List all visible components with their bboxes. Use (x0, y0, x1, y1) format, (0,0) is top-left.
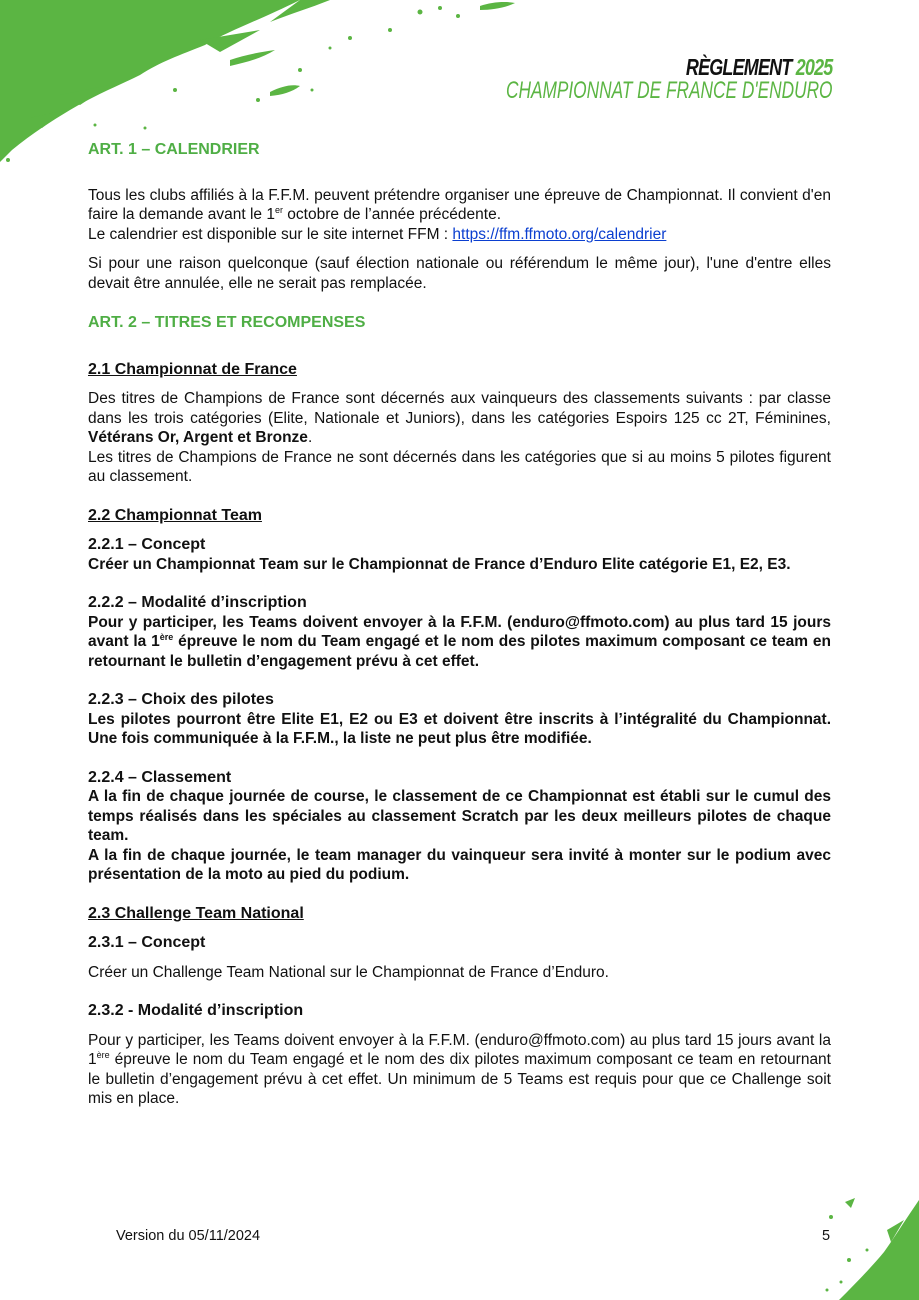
document-body (88, 140, 831, 1109)
art1-p1-text-end: octobre de l’année précédente. (283, 206, 502, 223)
s21-p1-bold: Vétérans Or, Argent et Bronze (88, 429, 308, 446)
s21-p1-end: . (307, 429, 313, 446)
section-2-2-1-heading: 2.2.1 – Concept (88, 536, 206, 553)
section-2-2-2-heading: 2.2.2 – Modalité d’inscription (88, 594, 307, 611)
superscript: ère (96, 1049, 110, 1060)
header-reglement: RÈGLEMENT (685, 54, 792, 80)
document-header (379, 56, 833, 103)
art1-heading: ART. 1 – CALENDRIER (88, 141, 260, 158)
green-splash-decoration-bottom (779, 1190, 919, 1300)
section-2-2-1-text: Créer un Championnat Team sur le Championnat de France d’Enduro Elite catégorie E1, E2, E3. (88, 555, 791, 573)
section-2-2-4-text-2: A la fin de chaque journée, le team manager du vainqueur sera invité à monter sur le podium avec présentation de la moto au pied du podium. (88, 846, 831, 883)
s232-text-end: épreuve le nom du Team engagé et le nom des dix pilotes maximum composant ce team en retournant le bulletin d’engagement prévu à cet effet. Un minimum de 5 Teams est requis pour que ce Challenge soit mis en place. (88, 1051, 831, 1107)
s21-p1-text: Des titres de Champions de France sont décernés aux vainqueurs des classements suivants : par classe dans les trois catégories (Elite, Nationale et Juniors), dans les catégories Espoirs 125 cc 2T, Féminines, (88, 390, 831, 427)
section-2-2-3-heading: 2.2.3 – Choix des pilotes (88, 691, 274, 708)
page-number: 5 (822, 1228, 831, 1244)
section-2-2-2-text (88, 613, 831, 672)
art2-heading: ART. 2 – TITRES ET RECOMPENSES (88, 314, 366, 331)
header-title (478, 56, 832, 79)
s232-text: Pour y participer, les Teams doivent envoyer à la F.F.M. (enduro@ffmoto.com) au plus tard 15 jours avant la 1 (88, 1031, 831, 1068)
section-2-3-2-text (88, 1031, 831, 1109)
art1-p1-text: Tous les clubs affiliés à la F.F.M. peuvent prétendre organiser une épreuve de Championnat. Il convient d'en faire la demande avant le 1 (88, 186, 831, 223)
art1-paragraph-2 (88, 225, 831, 245)
art1-paragraph-3: Si pour une raison quelconque (sauf élection nationale ou référendum le même jour), l'une d'entre elles devait être annulée, elle ne serait pas remplacée. (88, 255, 831, 292)
section-2-2-4-heading: 2.2.4 – Classement (88, 768, 232, 786)
art1-p2-text: Le calendrier est disponible sur le site internet FFM : (88, 225, 453, 243)
section-2-3-2-heading: 2.3.2 - Modalité d’inscription (88, 1002, 304, 1019)
section-2-1-paragraph-1 (88, 389, 831, 448)
section-2-2-3-text: Les pilotes pourront être Elite E1, E2 ou E3 et doivent être inscrits à l’intégralité du Championnat. Une fois communiquée à la F.F.M., la liste ne peut plus être modifiée. (88, 710, 831, 747)
footer-version: Version du 05/11/2024 (116, 1228, 261, 1244)
section-2-2-heading: 2.2 Championnat Team (88, 506, 262, 524)
header-year: 2025 (795, 54, 832, 80)
section-2-3-heading: 2.3 Challenge Team National (88, 904, 304, 922)
section-2-1-heading: 2.1 Championnat de France (88, 360, 297, 378)
section-2-2-4-text-1: A la fin de chaque journée de course, le classement de ce Championnat est établi sur le cumul des temps réalisés dans les spéciales au classement Scratch par les deux meilleurs pilotes de chaque team. (88, 788, 831, 844)
calendar-link[interactable]: https://ffm.ffmoto.org/calendrier (452, 225, 667, 243)
superscript: er (274, 204, 283, 215)
s222-text-end: épreuve le nom du Team engagé et le nom des pilotes maximum composant ce team en retournant le bulletin d’engagement prévu à cet effet. (88, 633, 831, 670)
s222-text: Pour y participer, les Teams doivent envoyer à la F.F.M. (enduro@ffmoto.com) au plus tard 15 jours avant la 1 (88, 613, 831, 650)
header-subtitle: CHAMPIONNAT DE FRANCE D'ENDURO (505, 77, 832, 104)
art1-paragraph-1 (88, 186, 831, 225)
section-2-3-1-heading: 2.3.1 – Concept (88, 934, 206, 951)
superscript: ère (159, 631, 174, 642)
section-2-1-paragraph-2: Les titres de Champions de France ne sont décernés dans les catégories que si au moins 5 pilotes figurent au classement. (88, 448, 831, 485)
section-2-3-1-text: Créer un Challenge Team National sur le Championnat de France d’Enduro. (88, 963, 609, 981)
